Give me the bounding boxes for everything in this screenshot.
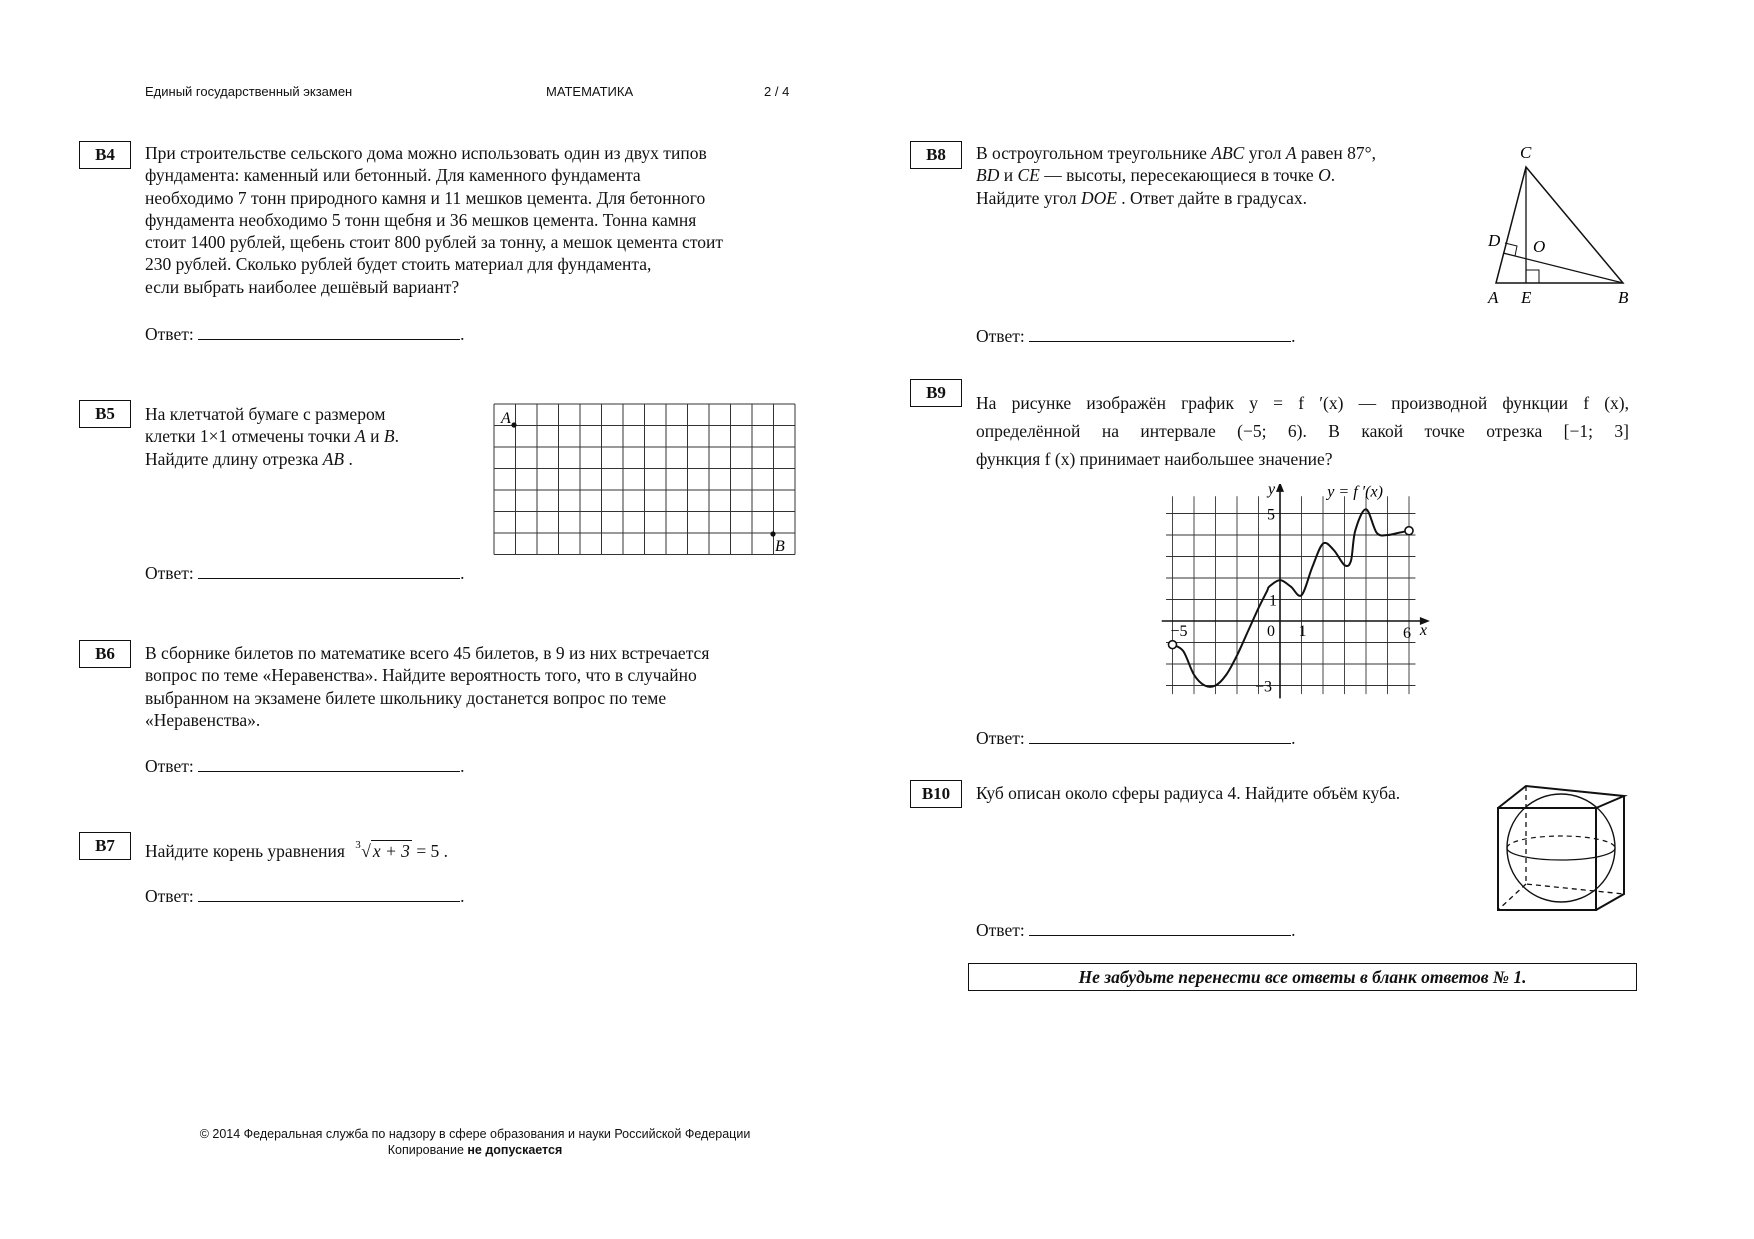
answer-b9: Ответ: . — [976, 728, 1296, 748]
task-b5-line: Найдите длину отрезка AB . — [145, 448, 353, 469]
tick-label-y: 5 — [1267, 506, 1275, 524]
cube-hidden-edge — [1498, 884, 1526, 910]
task-b8-line: В остроугольном треугольнике ABC угол A равен 87°, — [976, 143, 1376, 163]
answer-label: Ответ: — [976, 326, 1025, 346]
header-subject: МАТЕМАТИКА — [546, 84, 634, 99]
answer-label: Ответ: — [145, 563, 194, 583]
task-b4-line: фундамента необходимо 5 тонн щебня и 36 мешков цемента. Тонна камня — [145, 209, 697, 230]
task-b6-line: выбранном на экзамене билете школьнику достанется вопрос по теме — [145, 687, 667, 708]
curve-label: y = f ′(x) — [1327, 484, 1383, 501]
answer-b4: Ответ: . — [145, 324, 465, 344]
sphere-equator-front — [1507, 848, 1615, 860]
task-b8-text — [976, 142, 1463, 209]
answer-b10: Ответ: . — [976, 920, 1296, 940]
b10-cube-sphere-figure — [1490, 780, 1630, 918]
task-b4-line: фундамента: каменный или бетонный. Для каменного фундамента — [145, 165, 641, 186]
task-b5-text — [145, 403, 470, 470]
point-a-label: A — [501, 410, 511, 427]
task-b8-line: BD и CE — высоты, пересекающиеся в точке O. — [976, 165, 1336, 186]
tick-label-y: −3 — [1255, 678, 1273, 696]
task-b4-line: стоит 1400 рублей, щебень стоит 800 рублей за тонну, а мешок цемента стоит — [145, 232, 723, 253]
answer-label: Ответ: — [145, 324, 194, 344]
tick-label-x: 6 — [1403, 625, 1411, 642]
sphere-equator-back — [1507, 836, 1615, 848]
answer-label: Ответ: — [145, 886, 194, 906]
triangle-abc — [1496, 167, 1623, 283]
label-a: A — [1488, 288, 1499, 307]
answer-field-b4[interactable] — [198, 324, 460, 340]
point-b — [770, 531, 775, 536]
task-b6-line: вопрос по теме «Неравенства». Найдите вероятность того, что в случайно — [145, 665, 697, 686]
answer-b7: Ответ: . — [145, 886, 465, 906]
label-e: E — [1521, 288, 1532, 307]
y-axis-arrow — [1276, 484, 1284, 492]
right-angle-e — [1526, 270, 1539, 283]
task-b9-badge: B9 — [910, 379, 962, 407]
tick-label-x: 1 — [1298, 623, 1307, 640]
task-b4-line: 230 рублей. Сколько рублей будет стоить материал для фундамента, — [145, 254, 652, 275]
footer-copying: Копирование не допускается — [387, 1143, 563, 1157]
task-b9-text — [976, 389, 1629, 473]
task-b9-line: На рисунке изображён график y = f ′(x) — производной функции f (x), — [976, 393, 1629, 413]
answer-b8: Ответ: . — [976, 326, 1296, 346]
header-exam: Единый государственный экзамен — [145, 84, 353, 99]
task-b10-text: Куб описан около сферы радиуса 4. Найдите объём куба. — [976, 783, 1401, 803]
task-b7-text: Найдите корень уравнения 3 √ x + 3 = 5 . — [145, 839, 449, 861]
answer-b6: Ответ: . — [145, 756, 465, 776]
task-b4-line: При строительстве сельского дома можно использовать один из двух типов — [145, 143, 707, 163]
answer-field-b10[interactable] — [1029, 920, 1291, 936]
altitude-bd — [1503, 253, 1623, 283]
point-b-label: B — [775, 538, 785, 555]
task-b6-line-last: «Неравенства». — [145, 709, 261, 730]
derivative-curve — [1170, 506, 1410, 687]
tick-label-x: −5 — [1170, 623, 1188, 640]
task-b6-text — [145, 642, 798, 731]
answer-field-b9[interactable] — [1029, 728, 1291, 744]
answer-label: Ответ: — [145, 756, 194, 776]
task-b6-badge: B6 — [79, 640, 131, 668]
answer-label: Ответ: — [976, 728, 1025, 748]
open-endpoint-right — [1405, 527, 1413, 535]
answer-label: Ответ: — [976, 920, 1025, 940]
tick-label-x: 0 — [1267, 623, 1275, 640]
task-b4-text — [145, 142, 798, 298]
point-a — [511, 422, 516, 427]
y-axis-label: y — [1268, 484, 1276, 498]
task-b10-badge: B10 — [910, 780, 962, 808]
header-page: 2 / 4 — [764, 84, 790, 99]
tick-label-y: 1 — [1269, 592, 1277, 610]
task-b9-line: функция f (x) принимает наибольшее значение? — [976, 449, 1333, 469]
task-b5-line: клетки 1×1 отмечены точки A и B. — [145, 426, 399, 447]
open-endpoint-left — [1169, 641, 1177, 649]
answer-field-b5[interactable] — [198, 563, 460, 579]
answer-field-b7[interactable] — [198, 886, 460, 902]
task-b9-line: определённой на интервале (−5; 6). В какой точке отрезка [−1; 3] — [976, 421, 1629, 441]
b5-grid-figure — [493, 403, 796, 556]
radicand: x + 3 — [372, 841, 410, 861]
sphere-outline — [1507, 794, 1615, 902]
b9-derivative-chart — [1160, 484, 1452, 700]
footer — [160, 1126, 790, 1158]
transfer-answers-note: Не забудьте перенести все ответы в бланк ответов № 1. — [968, 963, 1637, 991]
task-b5-badge: B5 — [79, 400, 131, 428]
label-d: D — [1488, 231, 1501, 250]
task-b8-badge: B8 — [910, 141, 962, 169]
task-b6-line: В сборнике билетов по математике всего 45 билетов, в 9 из них встречается — [145, 643, 710, 663]
footer-copyright: © 2014 Федеральная служба по надзору в сфере образования и науки Российской Федерации — [199, 1127, 751, 1141]
task-b5-line: На клетчатой бумаге с размером — [145, 404, 386, 424]
cube-top-face — [1498, 786, 1624, 808]
task-b4-line: необходимо 7 тонн природного камня и 11 мешков цемента. Для бетонного — [145, 187, 706, 208]
x-axis-label: x — [1419, 622, 1428, 639]
task-b7-badge: B7 — [79, 832, 131, 860]
task-b8-line: Найдите угол DOE . Ответ дайте в градусах. — [976, 187, 1307, 208]
task-b4-badge: B4 — [79, 141, 131, 169]
cube-root: 3 √ x + 3 — [355, 839, 410, 861]
answer-field-b6[interactable] — [198, 756, 460, 772]
label-b: B — [1618, 288, 1629, 307]
task-b4-line-last: если выбрать наиболее дешёвый вариант? — [145, 276, 460, 297]
answer-b5: Ответ: . — [145, 563, 465, 583]
b8-triangle-figure — [1480, 140, 1640, 310]
answer-field-b8[interactable] — [1029, 326, 1291, 342]
label-o: O — [1533, 237, 1546, 256]
label-c: C — [1520, 143, 1532, 162]
